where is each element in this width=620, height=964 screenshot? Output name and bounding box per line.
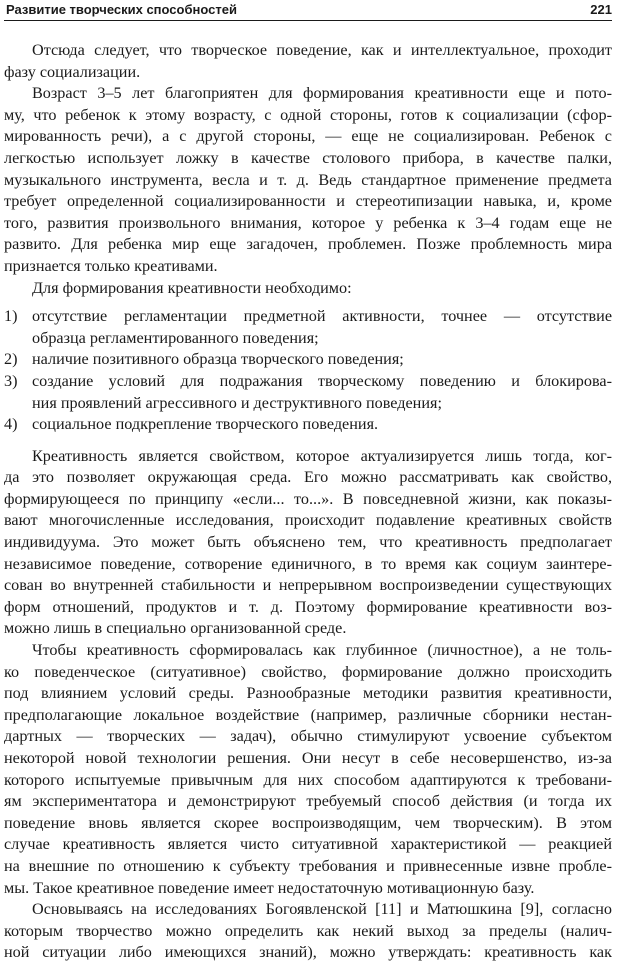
paragraph [4,83,612,277]
text-line: отсутствие регламентации предметной активности, точнее — отсутствие [32,307,612,326]
text-line: ко поведенческое (ситуативное) свойство, формирование должно происходить [4,662,612,681]
text-line: создание условий для подражания творческому поведению и блокирова- [32,371,612,390]
paragraph [4,899,612,964]
text-line: на внешние по отношению к субъекту требования и привнесенные извне пробле- [4,856,612,875]
page-body [4,40,612,964]
text-line: социальное подкрепление творческого поведения. [32,415,379,434]
text-line: индивидуума. Это может быть объяснено тем, что креативность предполагает [4,533,612,552]
text-line: требует определенной социализированности и стереотипизации навыка, и, кроме [4,192,612,211]
text-line: ям экспериментатора и демонстрируют требуемый способ действия (и тогда их [4,792,612,811]
paragraph [4,640,612,899]
numbered-list [4,306,612,436]
text-line: наличие позитивного образца творческого поведения; [32,350,404,369]
text-line: му, что ребенок к этому возрасту, с одной стороны, готов к социализации (сфор- [4,105,612,124]
text-line: независимое поведение, сотворение единичного, в то время как социум заинтере- [4,554,612,573]
text-line: Креативность является свойством, которое актуализируется лишь тогда, ког- [32,446,612,465]
text-line: да это позволяет окружающая среда. Его можно рассматривать как свойство, [4,468,612,487]
text-line: музыкального инструмента, весла и т. д. Ведь стандартное применение предмета [4,170,612,189]
text-line: фазу социализации. [4,62,141,81]
text-line: форм отношений, продуктов и т. д. Поэтому формирование креативности воз- [4,597,612,616]
text-line: Основываясь на исследованиях Богоявленской [11] и Матюшкина [9], согласно [32,900,612,919]
text-line: ной ситуации либо имеющихся знаний), можно утверждать: креативность как [4,943,612,962]
text-line: Для формирования креативности необходимо: [32,278,352,297]
list-item [4,306,612,349]
paragraph [4,40,612,83]
text-line: образца регламентированного поведения; [32,328,319,347]
page-number: 221 [590,2,612,17]
text-line: некоторой новой технологии решения. Они несут в себе несовершенство, из-за [4,749,612,767]
text-line: ния проявлений агрессивного и деструктивного поведения; [32,393,442,412]
text-line: которого испытуемые привычным для них способом адаптируются к требовани- [4,770,612,789]
text-line: предполагающие локальное воздействие (например, различные сборники нестан- [4,705,612,724]
list-item [4,349,612,371]
paragraph [4,278,612,300]
text-line: случае креативность является чисто ситуативной характеристикой — реакцией [4,835,612,854]
running-head [4,0,612,21]
text-line: Чтобы креативность сформировалась как глубинное (личностное), а не толь- [32,641,612,660]
list-marker: 1) [4,307,18,326]
list-item [4,371,612,414]
list-marker: 2) [4,350,18,369]
text-line: сован во внутренней стабильности и непрерывном воспроизведении существующих [4,576,612,595]
text-line: того, развития произвольного внимания, которое у ребенка к 3–4 годам еще не [4,213,612,232]
list-marker: 3) [4,371,18,390]
text-line: Возраст 3–5 лет благоприятен для формирования креативности еще и пото- [32,84,612,103]
text-line: формирующееся по принципу «если... то...». В повседневной жизни, как показы- [4,489,612,508]
text-line: можно лишь в специально организованной среде. [4,619,347,638]
text-line: под влиянием условий среды. Разнообразные методики развития креативности, [4,684,612,703]
list-marker: 4) [4,415,18,434]
text-line: Отсюда следует, что творческое поведение, как и интеллектуальное, проходит [32,41,612,59]
running-head-title: Развитие творческих способностей [6,2,237,17]
text-line: дартных — творческих — задач), обычно стимулируют усвоение субъектом [4,727,612,746]
text-line: мы. Такое креативное поведение имеет недостаточную мотивационную базу. [4,878,535,897]
text-line: поведение вновь является скорее воспроизводящим, чем творческим). В этом [4,813,612,832]
text-line: признается только креативами. [4,256,218,275]
list-item [4,414,612,436]
text-line: легкостью использует ложку в качестве столового прибора, в качестве палки, [4,148,612,167]
text-line: вают многочисленные исследования, происходит подавление креативных свойств [4,511,612,530]
text-line: развито. Для ребенка мир еще загадочен, проблемен. Позже проблемность мира [4,235,612,254]
text-line: мированность речи), а с другой стороны, — еще не социализирован. Ребенок с [4,127,612,146]
paragraph [4,446,612,640]
text-line: которым творчество можно определить как некий выход за пределы (налич- [4,921,612,940]
